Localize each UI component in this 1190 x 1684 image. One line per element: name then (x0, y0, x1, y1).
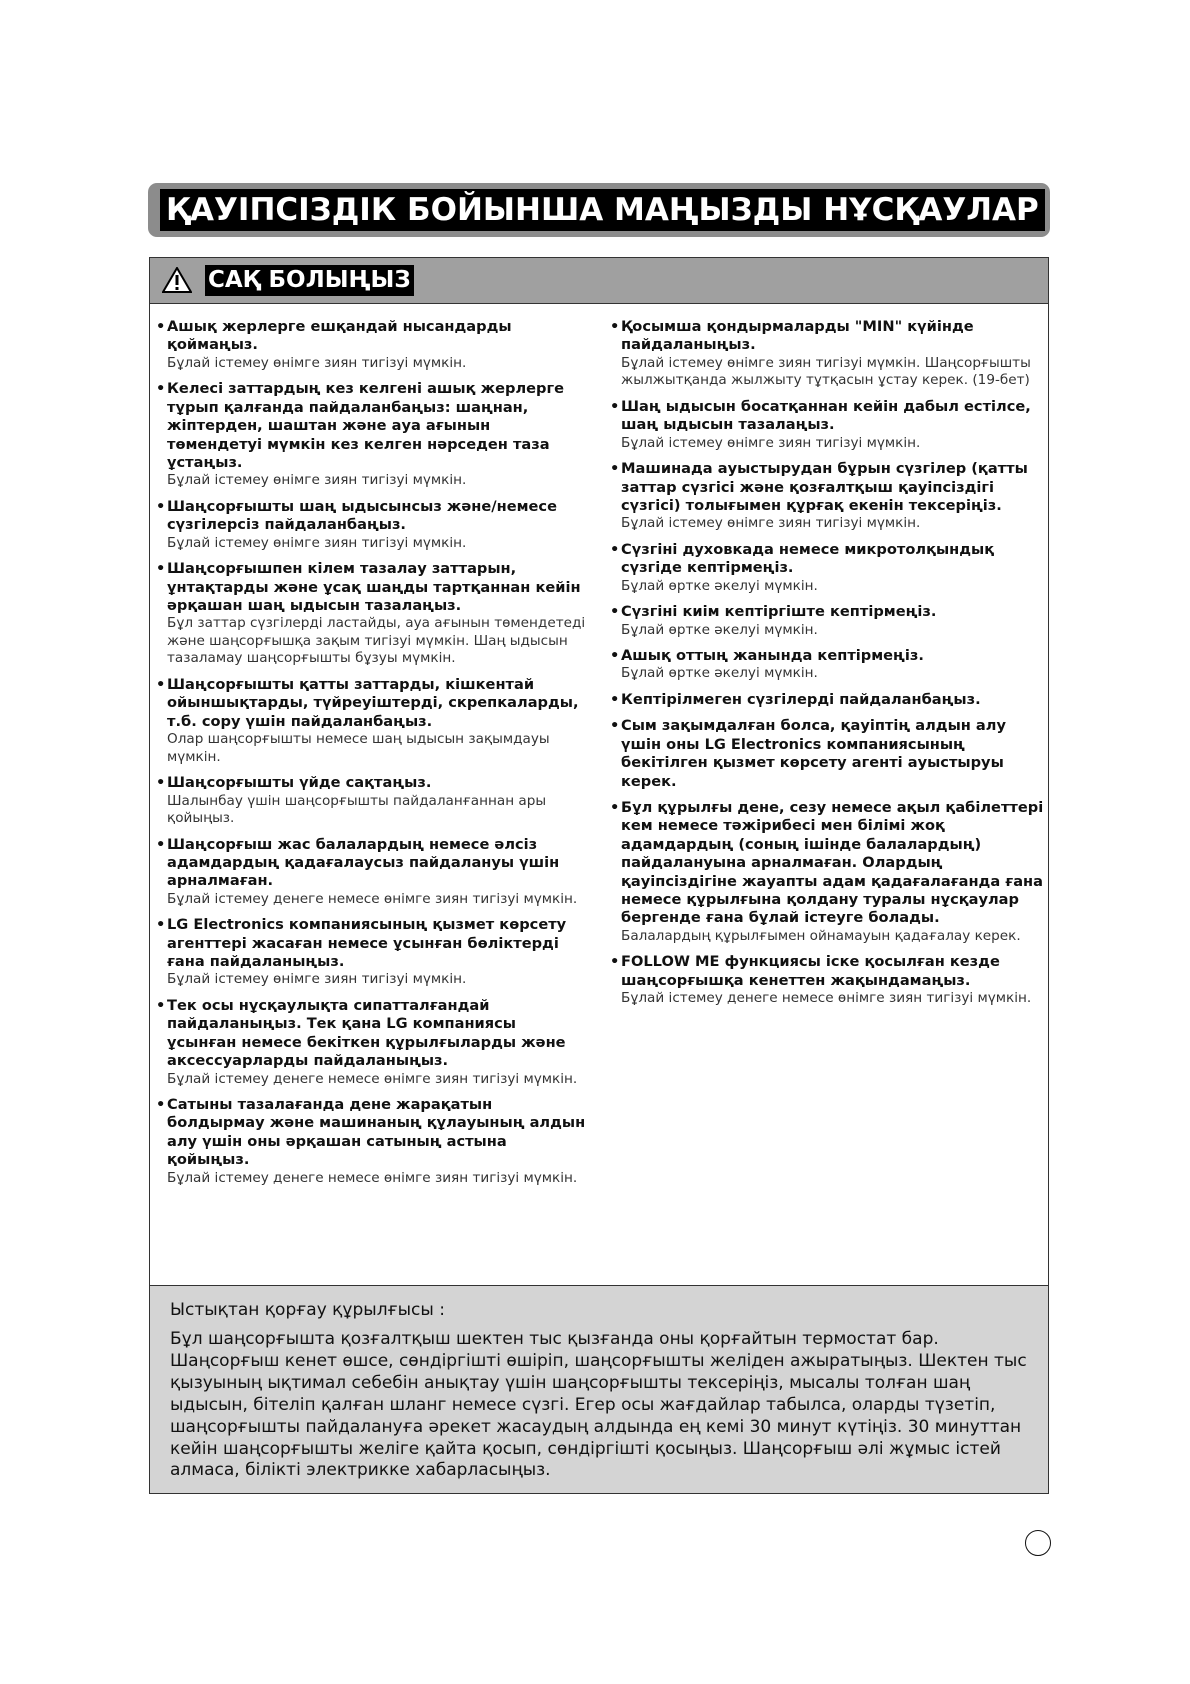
caution-item-note: Балалардың құрылғымен ойнамауын қадағалау керек. (621, 927, 1021, 944)
caution-item-note: Бұлай өртке әкелуі мүмкін. (621, 665, 818, 682)
caution-item-note: Бұлай істемеу өнімге зиян тигізуі мүмкін. (621, 434, 921, 451)
caution-item-note: Бұлай істемеу өнімге зиян тигізуі мүмкін. Шаңсорғышты жылжытқанда жылжыту тұтқасын ұстау керек. (19-бет) (621, 354, 1031, 389)
caution-item-note: Шалынбау үшін шаңсорғышты пайдаланғаннан ары қойыңыз. (167, 792, 547, 826)
caution-item (156, 560, 586, 668)
caution-item-head: • Келесі заттардың кез келгені ашық жерлерге тұрып қалғанда пайдаланбаңыз: шаңнан, жіптерден, шаштан және ауа ағынын төмендетуі мүмкін кез келген нәрседен таза ұстаңыз. (156, 380, 586, 472)
caution-item-note: Бұлай істемеу өнімге зиян тигізуі мүмкін. (167, 354, 467, 371)
caution-item-head: • Шаңсорғышты қатты заттарды, кішкентай ойыншықтарды, түйреуіштерді, скрепкаларды, т.б. сору үшін пайдаланбаңыз. (156, 676, 586, 731)
caution-item-note: Бұлай істемеу өнімге зиян тигізуі мүмкін. (167, 472, 467, 489)
caution-item-note: Бұлай істемеу өнімге зиян тигізуі мүмкін. (167, 534, 467, 551)
caution-left-column (156, 318, 586, 1195)
caution-item (156, 498, 586, 552)
caution-item-note: Бұлай істемеу өнімге зиян тигізуі мүмкін. (621, 515, 921, 532)
caution-item (156, 997, 586, 1088)
caution-item (156, 318, 586, 372)
warning-triangle-icon (162, 267, 192, 293)
caution-item (610, 318, 1044, 390)
caution-item-head: • Ашық оттың жанында кептірмеңіз. (610, 647, 1044, 665)
caution-item-note: Бұлай өртке әкелуі мүмкін. (621, 577, 818, 594)
caution-item (610, 541, 1044, 595)
caution-item (156, 676, 586, 766)
caution-item-note: Бұлай істемеу денеге немесе өнімге зиян тигізуі мүмкін. (167, 1169, 578, 1186)
caution-item (610, 647, 1044, 683)
caution-item (610, 717, 1044, 791)
caution-item-note: Бұлай істемеу денеге немесе өнімге зиян тигізуі мүмкін. (167, 1070, 578, 1087)
thermal-protection-panel (150, 1285, 1048, 1493)
caution-item-note: Бұл заттар сүзгілерді ластайды, ауа ағынын төмендетеді және шаңсорғышқа зақым тигізуі мүмкін. Шаң ыдысын тазаламау шаңсорғышты бұзуы мүмкін. (167, 615, 586, 667)
caution-item-head: • Шаңсорғышты шаң ыдысынсыз және/немесе сүзгілерсіз пайдаланбаңыз. (156, 498, 586, 535)
caution-right-column (610, 318, 1044, 1016)
caution-item (610, 398, 1044, 452)
caution-item-head: • FOLLOW ME функциясы іске қосылған кезде шаңсорғышқа кенеттен жақындамаңыз. (610, 953, 1044, 990)
thermal-title: Ыстықтан қорғау құрылғысы : (170, 1300, 445, 1320)
caution-item (156, 380, 586, 490)
caution-item (610, 799, 1044, 945)
caution-item-note: Олар шаңсорғышты немесе шаң ыдысын зақымдауы мүмкін. (167, 731, 550, 765)
caution-item-head: • Сүзгіні киім кептіргіште кептірмеңіз. (610, 603, 1044, 621)
caution-label: САҚ БОЛЫҢЫЗ (205, 265, 414, 296)
caution-item-head: • Шаңсорғыш жас балалардың немесе әлсіз адамдардың қадағалаусыз пайдалануы үшін арналмаған. (156, 836, 586, 891)
caution-item (610, 691, 1044, 709)
caution-item (156, 836, 586, 909)
caution-item (610, 460, 1044, 533)
caution-item-head: • Шаңсорғышты үйде сақтаңыз. (156, 774, 586, 792)
thermal-body: Бұл шаңсорғышта қозғалтқыш шектен тыс қызғанда оны қорғайтын термостат бар. Шаңсорғыш кенет өшсе, сөндіргішті өшіріп, шаңсорғышты желіден ажыратыңыз. Шектен тыс қызуының ықтимал себебін анықтау үшін шаңсорғышты тексеріңіз, мысалы толған шаң ыдысын, бітеліп қалған шланг немесе сүзгі. Егер осы жағдайлар табылса, оларды түзетіп, шаңсорғышты пайдалануға әрекет жасаудың алдында ең кемі 30 минут күтіңіз. 30 минуттан кейін шаңсорғышты желіге қайта қосып, сөндіргішті қосыңыз. Шаңсорғыш әлі жұмыс істей алмаса, білікті электрикке хабарласыңыз. (170, 1329, 1027, 1481)
caution-item-head: • Сатыны тазалағанда дене жарақатын болдырмау және машинаның құлауының алдын алу үшін оны әрқашан сатының астына қойыңыз. (156, 1096, 586, 1170)
caution-item-head: • Сым зақымдалған болса, қауіптің алдын алу үшін оны LG Electronics компаниясының бекітілген қызмет көрсету агенті ауыстыруы керек. (610, 717, 1044, 791)
caution-item (156, 916, 586, 989)
caution-item (156, 1096, 586, 1187)
caution-item-head: • Кептірілмеген сүзгілерді пайдаланбаңыз. (610, 691, 1044, 709)
caution-item (610, 603, 1044, 639)
page-number-circle (1025, 1530, 1051, 1556)
caution-item-head: • Қосымша қондырмаларды "MIN" күйінде пайдаланыңыз. (610, 318, 1044, 355)
caution-item-note: Бұлай істемеу денеге немесе өнімге зиян тигізуі мүмкін. (167, 890, 578, 907)
caution-item-head: • Шаң ыдысын босатқаннан кейін дабыл естілсе, шаң ыдысын тазалаңыз. (610, 398, 1044, 435)
caution-item-head: • LG Electronics компаниясының қызмет көрсету агенттері жасаған немесе ұсынған бөліктерді ғана пайдаланыңыз. (156, 916, 586, 971)
caution-item-note: Бұлай істемеу денеге немесе өнімге зиян тигізуі мүмкін. (621, 990, 1032, 1007)
title-bar (148, 183, 1050, 237)
caution-item (156, 774, 586, 827)
caution-item-head: • Ашық жерлерге ешқандай нысандарды қоймаңыз. (156, 318, 586, 355)
caution-item-note: Бұлай өртке әкелуі мүмкін. (621, 621, 818, 638)
caution-item-head: • Тек осы нұсқаулықта сипатталғандай пайдаланыңыз. Тек қана LG компаниясы ұсынған немесе бекіткен құрылғыларды және аксессуарларды пайдаланыңыз. (156, 997, 586, 1071)
caution-box (149, 257, 1049, 1494)
caution-item-head: • Машинада ауыстырудан бұрын сүзгілер (қатты заттар сүзгісі және қозғалтқыш қауіпсіздігі сүзгісі) толығымен құрғақ екенін тексеріңіз. (610, 460, 1044, 515)
caution-item-note: Бұлай істемеу өнімге зиян тигізуі мүмкін. (167, 971, 467, 988)
caution-item-head: • Бұл құрылғы дене, сезу немесе ақыл қабілеттері кем немесе тәжірибесі мен білімі жоқ адамдардың (соның ішінде балалардың) пайдалануына арналмаған. Олардың қауіпсіздігіне жауапты адам қадағалағанда ғана немесе құрылғына қолдану туралы нұсқаулар бергенде ғана бұлай істеуге болады. (610, 799, 1044, 928)
caution-item-head: • Сүзгіні духовкада немесе микротолқындық сүзгіде кептірмеңіз. (610, 541, 1044, 578)
caution-item-head: • Шаңсорғышпен кілем тазалау заттарын, ұнтақтарды және ұсақ шаңды тартқаннан кейін әрқашан шаң ыдысын тазалаңыз. (156, 560, 586, 615)
caution-item (610, 953, 1044, 1007)
page-title: ҚАУІПСІЗДІК БОЙЫНША МАҢЫЗДЫ НҰСҚАУЛАР (160, 189, 1045, 231)
caution-header (150, 258, 1048, 304)
